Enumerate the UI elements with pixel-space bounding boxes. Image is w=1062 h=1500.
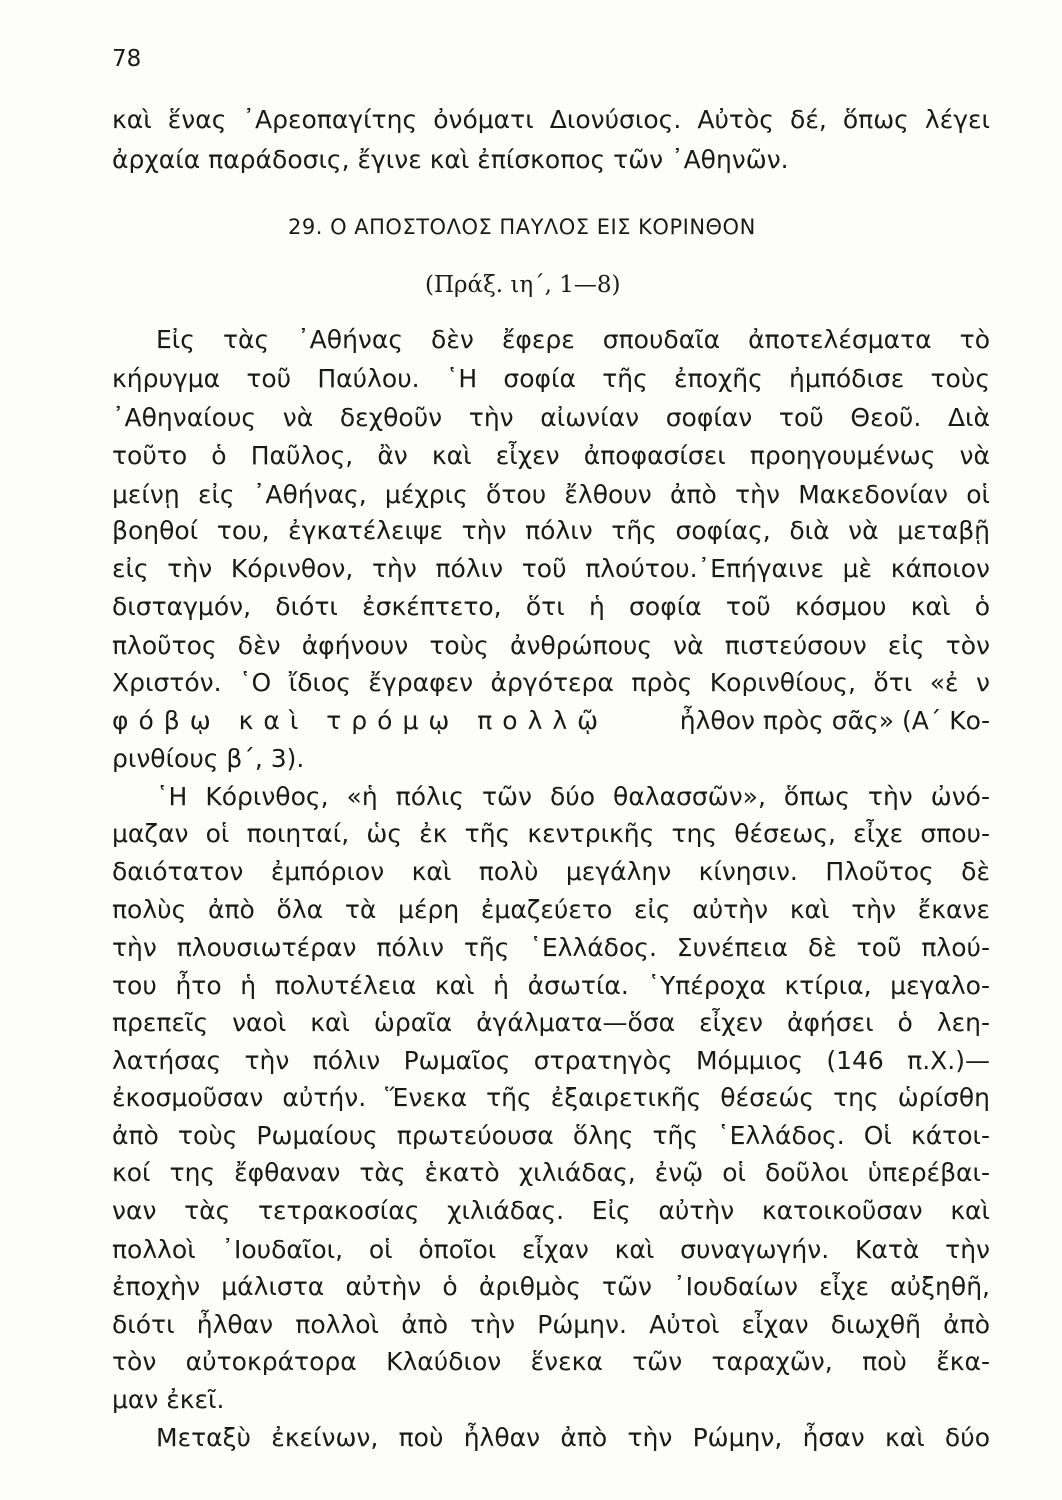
paragraph-2-line-2: μαζαν οἱ ποιηταί, ὡς ἐκ τῆς κεντρικῆς της θέσεως, εἶχε σπου- [112,819,990,848]
paragraph-1-line-10: Χριστόν. ῾Ο ἴδιος ἔγραφεν ἀργότερα πρὸς Κορινθίους, ὅτι «ἐ ν [112,668,990,697]
paragraph-1-last-line: ρινθίους β΄, 3). [112,744,305,773]
paragraph-1-line-2: κήρυγμα τοῦ Παύλου. ῾Η σοφία τῆς ἐποχῆς ἠμπόδισε τοὺς [112,364,990,393]
paragraph-1-line-4: τοῦτο ὁ Παῦλος, ἂν καὶ εἶχεν ἀποφασίσει προηγουμένως νὰ [112,441,990,470]
paragraph-2-line-10: ἀπὸ τοὺς Ρωμαίους πρωτεύουσα ὅλης τῆς ῾Ελλάδος. Οἱ κάτοι- [112,1121,990,1150]
quote-tail: ἦλθον πρὸς σᾶς» (Α΄ Κο- [679,706,990,735]
scripture-reference: (Πράξ. ιη΄, 1—8) [425,272,621,298]
paragraph-2-line-15: διότι ἦλθαν πολλοὶ ἀπὸ τὴν Ρώμην. Αὐτοὶ εἶχαν διωχθῆ ἀπὸ [112,1310,990,1339]
paragraph-1-line-6: βοηθοί του, ἐγκατέλειψε τὴν πόλιν τῆς σοφίας, διὰ νὰ μεταβῇ [112,516,990,545]
paragraph-2-line-13: πολλοὶ ᾿Ιουδαῖοι, οἱ ὁποῖοι εἶχαν καὶ συναγωγήν. Κατὰ τὴν [112,1235,990,1264]
paragraph-2-line-17: μαν ἐκεῖ. [112,1385,225,1414]
intro-line-2: ἀρχαία παράδοσις, ἔγινε καὶ ἐπίσκοπος τῶν ᾿Αθηνῶν. [112,145,789,174]
paragraph-1-line-1: Εἰς τὰς ᾿Αθήνας δὲν ἔφερε σπουδαῖα ἀποτελέσματα τὸ [156,325,990,354]
spaced-quote: φόβῳ καὶ τρόμῳ πολλῷ [112,706,609,735]
paragraph-1-line-5: μείνῃ εἰς ᾿Αθήνας, μέχρις ὅτου ἔλθουν ἀπὸ τὴν Μακεδονίαν οἱ [112,480,990,509]
paragraph-1-line-7: εἰς τὴν Κόρινθον, τὴν πόλιν τοῦ πλούτου.᾿Επήγαινε μὲ κάποιον [112,554,990,583]
paragraph-2-line-5: τὴν πλουσιωτέραν πόλιν τῆς ῾Ελλάδος. Συνέπεια δὲ τοῦ πλού- [112,933,990,962]
paragraph-1-line-9: πλοῦτος δὲν ἀφήνουν τοὺς ἀνθρώπους νὰ πιστεύσουν εἰς τὸν [112,631,990,660]
paragraph-2-line-1: ῾Η Κόρινθος, «ἡ πόλις τῶν δύο θαλασσῶν», ὅπως τὴν ὠνό- [156,782,990,811]
paragraph-2-line-3: δαιότατον ἐμπόριον καὶ πολὺ μεγάλην κίνησιν. Πλοῦτος δὲ [112,857,990,886]
paragraph-2-line-9: ἐκοσμοῦσαν αὐτήν. Ἕνεκα τῆς ἐξαιρετικῆς θέσεώς της ὡρίσθη [112,1083,990,1112]
paragraph-3-line-1: Μεταξὺ ἐκείνων, ποὺ ἦλθαν ἀπὸ τὴν Ρώμην, ἦσαν καὶ δύο [156,1423,990,1452]
paragraph-2-line-4: πολὺς ἀπὸ ὅλα τὰ μέρη ἐμαζεύετο εἰς αὐτὴν καὶ τὴν ἔκανε [112,895,990,924]
paragraph-1-line-8: δισταγμόν, διότι ἐσκέπτετο, ὅτι ἡ σοφία τοῦ κόσμου καὶ ὁ [112,592,990,621]
paragraph-2-line-16: τὸν αὐτοκράτορα Κλαύδιον ἕνεκα τῶν ταραχῶν, ποὺ ἔκα- [112,1347,990,1376]
paragraph-1-quote-line [112,705,990,737]
paragraph-2-line-6: του ἦτο ἡ πολυτέλεια καὶ ἡ ἀσωτία. ῾Υπέροχα κτίρια, μεγαλο- [112,971,990,1000]
paragraph-2-line-12: ναν τὰς τετρακοσίας χιλιάδας. Εἰς αὐτὴν κατοικοῦσαν καὶ [112,1196,990,1225]
paragraph-2-line-7: πρεπεῖς ναοὶ καὶ ὡραῖα ἀγάλματα—ὅσα εἶχεν ἀφήσει ὁ λεη- [112,1008,990,1037]
section-heading: 29. Ο ΑΠΟΣΤΟΛΟΣ ΠΑΥΛΟΣ ΕΙΣ ΚΟΡΙΝΘΟΝ [288,215,756,239]
intro-line-1: καὶ ἕνας ᾿Αρεοπαγίτης ὀνόματι Διονύσιος. Αὐτὸς δέ, ὅπως λέγει [112,105,990,134]
paragraph-2-line-11: κοί της ἔφθαναν τὰς ἑκατὸ χιλιάδας, ἐνῷ οἱ δοῦλοι ὑπερέβαι- [112,1158,990,1187]
paragraph-2-line-14: ἐποχὴν μάλιστα αὐτὴν ὁ ἀριθμὸς τῶν ᾿Ιουδαίων εἶχε αὐξηθῆ, [112,1272,990,1301]
page-number: 78 [112,46,142,72]
paragraph-1-line-3: ᾿Αθηναίους νὰ δεχθοῦν τὴν αἰωνίαν σοφίαν τοῦ Θεοῦ. Διὰ [112,403,990,432]
paragraph-2-line-8: λατήσας τὴν πόλιν Ρωμαῖος στρατηγὸς Μόμμιος (146 π.Χ.)— [112,1046,990,1075]
